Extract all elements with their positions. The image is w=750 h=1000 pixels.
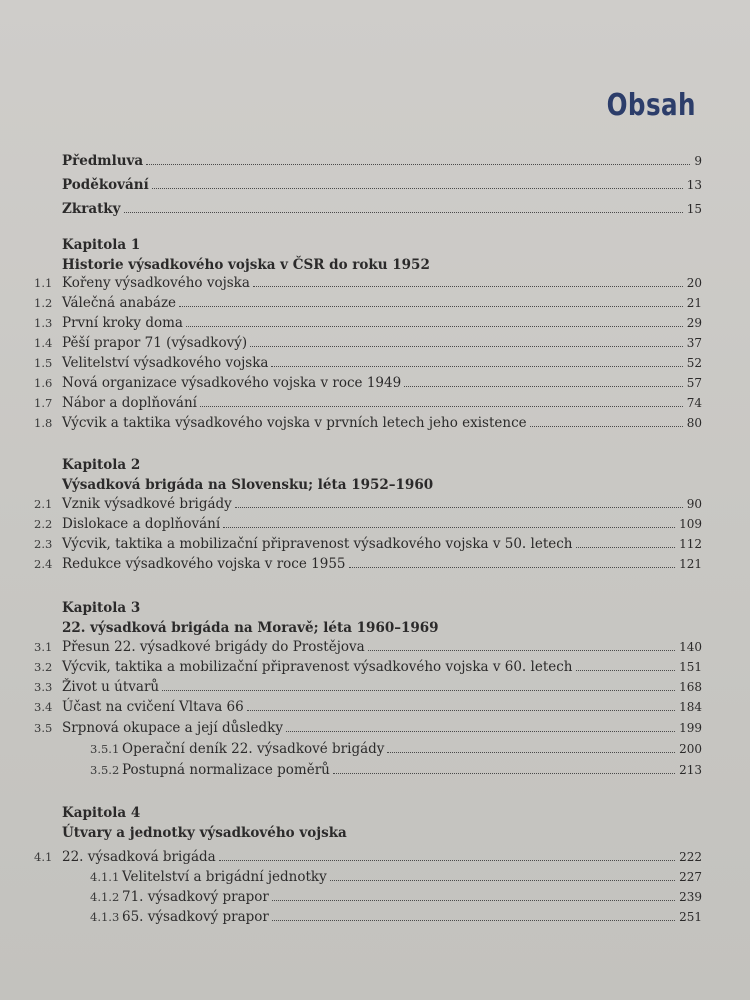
section-number: 4.1 — [34, 850, 53, 864]
page-number: 140 — [679, 640, 702, 654]
section-number: 4.1.1 — [90, 870, 120, 884]
section-entry — [0, 697, 750, 717]
page-number: 37 — [686, 336, 702, 350]
front-matter-entry — [0, 199, 750, 219]
entry-title: Výcvik a taktika výsadkového vojska v prvních letech jeho existence — [62, 415, 527, 431]
dot-leader — [271, 366, 682, 367]
page-number: 251 — [679, 910, 702, 924]
section-entry — [0, 333, 750, 353]
chapter-title: Historie výsadkového vojska v ČSR do roku 1952 — [62, 257, 430, 273]
entry-title: Zkratky — [62, 201, 121, 217]
page-number: 112 — [679, 537, 702, 551]
subsection-entry — [0, 907, 750, 927]
dot-leader — [146, 164, 690, 165]
entry-title: Pěší prapor 71 (výsadkový) — [62, 335, 248, 351]
page-number: 199 — [679, 721, 702, 735]
page-number: 29 — [686, 316, 702, 330]
section-number: 3.5 — [34, 721, 53, 735]
entry-title: 65. výsadkový prapor — [122, 909, 269, 925]
page-number: 9 — [694, 154, 702, 168]
section-entry — [0, 373, 750, 393]
entry-title: Život u útvarů — [62, 679, 160, 695]
page-number: 151 — [679, 660, 702, 674]
section-number: 1.7 — [34, 396, 53, 410]
subsection-entry — [0, 760, 750, 780]
entry-title: Válečná anabáze — [62, 295, 177, 311]
entry-title: Přesun 22. výsadkové brigády do Prostějova — [62, 639, 365, 655]
section-entry — [0, 353, 750, 373]
dot-leader — [253, 286, 683, 287]
dot-leader — [124, 212, 683, 213]
page-number: 227 — [679, 870, 702, 884]
section-number: 4.1.2 — [90, 890, 120, 904]
page-number: 20 — [686, 276, 702, 290]
section-number: 3.5.1 — [90, 742, 120, 756]
entry-title: Velitelství výsadkového vojska — [62, 355, 269, 371]
entry-title: Nová organizace výsadkového vojska v roce 1949 — [62, 375, 402, 391]
entry-title: Operační deník 22. výsadkové brigády — [122, 741, 385, 757]
page-number: 52 — [686, 356, 702, 370]
page-number: 80 — [686, 416, 702, 430]
entry-title: Velitelství a brigádní jednotky — [122, 869, 327, 885]
section-number: 1.1 — [34, 276, 53, 290]
entry-title: Poděkování — [62, 177, 149, 193]
entry-title: Výcvik, taktika a mobilizační připravenost výsadkového vojska v 50. letech — [62, 536, 573, 552]
subsection-entry — [0, 887, 750, 907]
subsection-entry — [0, 739, 750, 759]
dot-leader — [179, 306, 683, 307]
section-number: 4.1.3 — [90, 910, 120, 924]
entry-title: Redukce výsadkového vojska v roce 1955 — [62, 556, 346, 572]
section-number: 1.5 — [34, 356, 53, 370]
front-matter-entry — [0, 151, 750, 171]
subsection-entry — [0, 867, 750, 887]
page-number: 109 — [679, 517, 702, 531]
front-matter-entry — [0, 175, 750, 195]
section-entry — [0, 637, 750, 657]
page-number: 222 — [679, 850, 702, 864]
entry-title: První kroky doma — [62, 315, 183, 331]
section-entry — [0, 847, 750, 867]
dot-leader — [404, 386, 683, 387]
dot-leader — [333, 773, 675, 774]
dot-leader — [247, 710, 675, 711]
section-number: 3.4 — [34, 700, 53, 714]
page-number: 239 — [679, 890, 702, 904]
dot-leader — [272, 900, 675, 901]
page-number: 121 — [679, 557, 702, 571]
section-entry — [0, 393, 750, 413]
dot-leader — [576, 547, 676, 548]
section-entry — [0, 273, 750, 293]
chapter-title: 22. výsadková brigáda na Moravě; léta 1960–1969 — [62, 620, 439, 636]
section-entry — [0, 293, 750, 313]
page-number: 200 — [679, 742, 702, 756]
dot-leader — [330, 880, 675, 881]
section-entry — [0, 534, 750, 554]
section-entry — [0, 494, 750, 514]
dot-leader — [387, 752, 675, 753]
section-number: 2.3 — [34, 537, 53, 551]
dot-leader — [219, 860, 675, 861]
entry-title: Předmluva — [62, 153, 144, 169]
section-entry — [0, 718, 750, 738]
entry-title: Nábor a doplňování — [62, 395, 197, 411]
chapter-number: Kapitola 3 — [62, 600, 141, 616]
chapter-number: Kapitola 4 — [62, 805, 141, 821]
dot-leader — [152, 188, 683, 189]
section-entry — [0, 554, 750, 574]
page-number: 15 — [686, 202, 702, 216]
section-number: 3.2 — [34, 660, 53, 674]
chapter-title: Útvary a jednotky výsadkového vojska — [62, 825, 347, 841]
section-entry — [0, 514, 750, 534]
dot-leader — [368, 650, 675, 651]
chapter-title: Výsadková brigáda na Slovensku; léta 1952–1960 — [62, 477, 434, 493]
section-number: 1.8 — [34, 416, 53, 430]
entry-title: 71. výsadkový prapor — [122, 889, 269, 905]
entry-title: Výcvik, taktika a mobilizační připravenost výsadkového vojska v 60. letech — [62, 659, 573, 675]
entry-title: Dislokace a doplňování — [62, 516, 221, 532]
section-number: 2.2 — [34, 517, 53, 531]
dot-leader — [200, 406, 683, 407]
page-title: Obsah — [606, 88, 696, 123]
section-entry — [0, 657, 750, 677]
section-number: 1.6 — [34, 376, 53, 390]
section-number: 3.5.2 — [90, 763, 120, 777]
dot-leader — [349, 567, 676, 568]
entry-title: Kořeny výsadkového vojska — [62, 275, 250, 291]
section-number: 1.4 — [34, 336, 53, 350]
dot-leader — [223, 527, 675, 528]
page-number: 184 — [679, 700, 702, 714]
page-number: 21 — [686, 296, 702, 310]
dot-leader — [186, 326, 683, 327]
dot-leader — [286, 731, 675, 732]
dot-leader — [272, 920, 675, 921]
section-number: 3.3 — [34, 680, 53, 694]
entry-title: Postupná normalizace poměrů — [122, 762, 330, 778]
page-number: 13 — [686, 178, 702, 192]
entry-title: 22. výsadková brigáda — [62, 849, 216, 865]
page-number: 213 — [679, 763, 702, 777]
chapter-number: Kapitola 2 — [62, 457, 141, 473]
section-entry — [0, 677, 750, 697]
dot-leader — [250, 346, 683, 347]
page-number: 168 — [679, 680, 702, 694]
entry-title: Srpnová okupace a její důsledky — [62, 720, 283, 736]
chapter-number: Kapitola 1 — [62, 237, 141, 253]
dot-leader — [162, 690, 675, 691]
entry-title: Účast na cvičení Vltava 66 — [62, 699, 244, 715]
section-number: 3.1 — [34, 640, 53, 654]
dot-leader — [235, 507, 683, 508]
section-number: 2.4 — [34, 557, 53, 571]
dot-leader — [530, 426, 683, 427]
page-number: 74 — [686, 396, 702, 410]
entry-title: Vznik výsadkové brigády — [62, 496, 232, 512]
dot-leader — [576, 670, 676, 671]
section-number: 1.2 — [34, 296, 53, 310]
section-number: 1.3 — [34, 316, 53, 330]
section-number: 2.1 — [34, 497, 53, 511]
page-number: 57 — [686, 376, 702, 390]
section-entry — [0, 313, 750, 333]
section-entry — [0, 413, 750, 433]
page-number: 90 — [686, 497, 702, 511]
